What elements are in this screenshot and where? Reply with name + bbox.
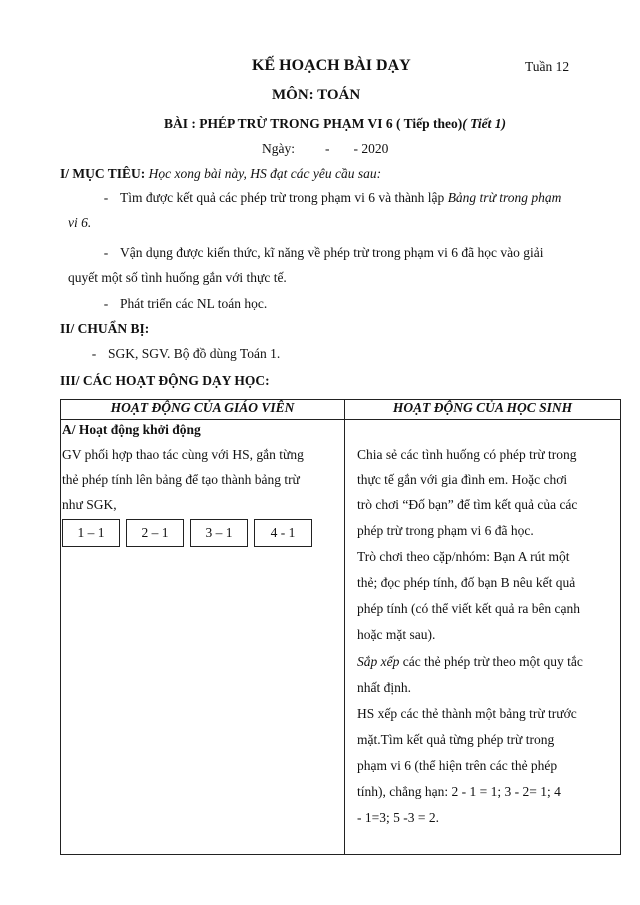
student-line: Trò chơi theo cặp/nhóm: Bạn A rút một xyxy=(357,549,570,564)
student-line: thực tế gắn với gia đình em. Hoặc chơi xyxy=(357,472,568,487)
date-sep2: - 2020 xyxy=(353,141,389,156)
preparation-heading: II/ CHUẨN BỊ: xyxy=(60,321,150,336)
student-line: - 1=3; 5 -3 = 2. xyxy=(357,810,439,825)
student-italic-phrase: Sắp xếp xyxy=(357,654,400,669)
table-header-row xyxy=(61,400,621,420)
objective-1-italic: Bảng trừ trong phạm xyxy=(447,190,562,205)
student-line: thẻ; đọc phép tính, đố bạn B nêu kết quả xyxy=(357,575,576,590)
col-header-teacher: HOẠT ĐỘNG CỦA GIÁO VIÊN xyxy=(61,400,345,420)
operation-card: 3 – 1 xyxy=(190,519,248,547)
student-line: phép trừ trong phạm vi 6 đã học. xyxy=(357,523,534,538)
student-line: Chia sẻ các tình huống có phép trừ trong xyxy=(357,447,577,462)
teacher-line-1: GV phối hợp thao tác cùng với HS, gắn từng xyxy=(62,447,304,462)
lesson-main: BÀI : PHÉP TRỪ TRONG PHẠM VI 6 ( Tiếp theo) xyxy=(164,116,463,131)
teacher-line-3: như SGK, xyxy=(62,497,117,512)
student-line: nhất định. xyxy=(357,680,411,695)
date-line xyxy=(262,141,388,157)
lesson-period: ( Tiết 1) xyxy=(462,116,507,131)
subject-title: MÔN: TOÁN xyxy=(272,87,361,103)
teacher-section-title: A/ Hoạt động khởi động xyxy=(62,422,201,437)
objective-item-1: - Tìm được kết quả các phép trừ trong phạm vi 6 và thành lập Bảng trừ trong phạm xyxy=(103,190,562,205)
student-line xyxy=(357,654,583,670)
objective-3-text: Phát triển các NL toán học. xyxy=(120,296,268,311)
student-line: tính), chẳng hạn: 2 - 1 = 1; 3 - 2= 1; 4 xyxy=(357,784,561,799)
student-line: phép tính (có thể viết kết quả ra bên cạnh xyxy=(357,601,581,616)
objective-2-line2: quyết một số tình huống gắn với thực tế. xyxy=(68,270,287,285)
student-line: HS xếp các thẻ thành một bảng trừ trước xyxy=(357,706,577,721)
objective-1-line2: vi 6. xyxy=(68,215,92,230)
objective-1-text: Tìm được kết quả các phép trừ trong phạm vi 6 và thành lập xyxy=(120,190,445,205)
student-line-rest: các thẻ phép trừ theo một quy tắc xyxy=(402,654,583,669)
student-line: trò chơi “Đố bạn” để tìm kết quả của các xyxy=(357,497,578,512)
teacher-line-2: thẻ phép tính lên bảng để tạo thành bảng trừ xyxy=(62,472,300,487)
objectives-heading: I/ MỤC TIÊU: xyxy=(60,166,146,181)
date-sep1: - xyxy=(325,141,330,156)
preparation-item-1-text: SGK, SGV. Bộ đồ dùng Toán 1. xyxy=(108,346,281,361)
preparation-item-1: - SGK, SGV. Bộ đồ dùng Toán 1. xyxy=(91,346,281,361)
operation-card: 2 – 1 xyxy=(126,519,184,547)
objective-item-2: - Vận dụng được kiến thức, kĩ năng về phép trừ trong phạm vi 6 đã học vào giải xyxy=(103,245,544,260)
page-title: KẾ HOẠCH BÀI DẠY xyxy=(252,57,411,74)
week-label: Tuần 12 xyxy=(525,59,570,74)
student-line: mặt.Tìm kết quả từng phép trừ trong xyxy=(357,732,555,747)
student-line: hoặc mặt sau). xyxy=(357,627,436,642)
lesson-title xyxy=(164,116,506,132)
objectives-heading-line xyxy=(60,166,381,182)
activities-heading: III/ CÁC HOẠT ĐỘNG DẠY HỌC: xyxy=(60,373,270,388)
date-label: Ngày: xyxy=(262,141,295,156)
col-header-student: HOẠT ĐỘNG CỦA HỌC SINH xyxy=(345,400,621,420)
operation-card: 4 - 1 xyxy=(254,519,312,547)
student-line: phạm vi 6 (thể hiện trên các thẻ phép xyxy=(357,758,558,773)
objective-2-text: Vận dụng được kiến thức, kĩ năng về phép trừ trong phạm vi 6 đã học vào giải xyxy=(120,245,544,260)
objective-item-3: - Phát triển các NL toán học. xyxy=(103,296,268,311)
objectives-intro: Học xong bài này, HS đạt các yêu cầu sau: xyxy=(148,166,382,181)
operation-card: 1 – 1 xyxy=(62,519,120,547)
